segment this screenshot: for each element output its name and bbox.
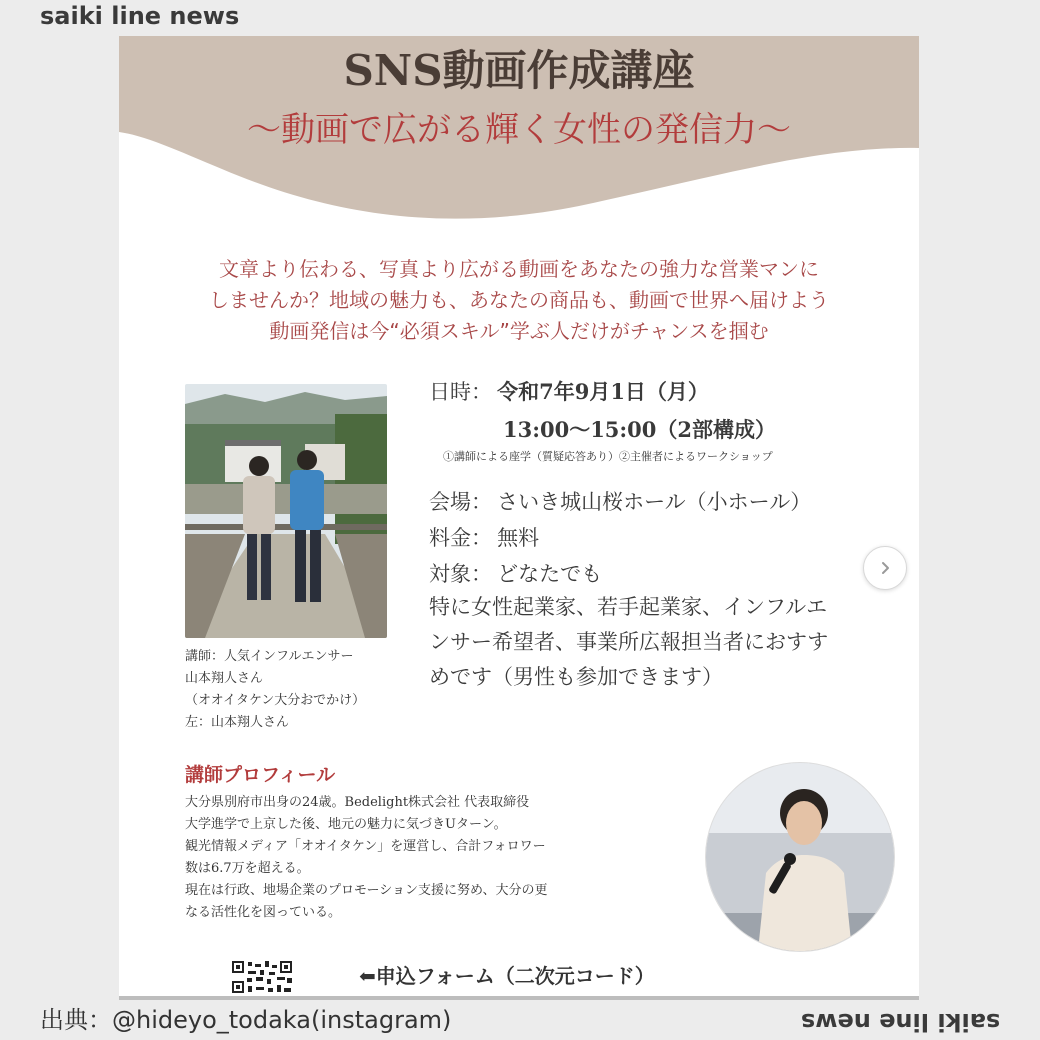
- venue-value: さいき城山桜ホール（小ホール）: [497, 490, 812, 514]
- event-flyer: [119, 36, 919, 1000]
- intro-text: [159, 254, 879, 347]
- venue-label: 会場：: [429, 490, 492, 514]
- application-form-label: ⬅申込フォーム（二次元コード）: [359, 964, 655, 988]
- flyer-subtitle: ～動画で広がる輝く女性の発信力～: [247, 110, 791, 150]
- instructor-avatar: [705, 762, 895, 952]
- date-label: 日時：: [429, 380, 492, 404]
- profile-line: 観光情報メディア「オオイタケン」を運営し、合計フォロワー: [185, 839, 546, 854]
- fee-label: 料金：: [429, 526, 492, 550]
- source-credit: 出典：@hideyo_todaka(instagram): [40, 1006, 452, 1034]
- photo-caption: [185, 646, 445, 734]
- profile-heading: 講師プロフィール: [185, 764, 336, 786]
- caption-line: 山本翔人さん: [185, 671, 264, 686]
- venue-row: [429, 486, 811, 516]
- flyer-title: SNS動画作成講座: [343, 46, 695, 95]
- program-note: ①講師による座学（質疑応答あり）②主催者によるワークショップ: [443, 450, 773, 463]
- caption-line: 左：山本翔人さん: [185, 715, 290, 730]
- brand-watermark-top: saiki line news: [40, 2, 240, 30]
- intro-line: 動画発信は今“必須スキル”学ぶ人だけがチャンスを掴む: [269, 319, 769, 343]
- date-row: [429, 376, 709, 406]
- caption-line: （オオイタケン大分おでかけ）: [185, 693, 366, 708]
- chevron-right-icon: [877, 560, 893, 576]
- time-value: 13:00～15:00（2部構成）: [503, 417, 777, 442]
- profile-line: 大学進学で上京した後、地元の魅力に気づきUターン。: [185, 817, 507, 832]
- profile-line: 現在は行政、地場企業のプロモーション支援に努め、大分の更: [185, 883, 548, 898]
- target-value: どなたでも: [497, 562, 603, 586]
- target-row: [429, 558, 602, 588]
- target-desc-line: ンサー希望者、事業所広報担当者におすす: [429, 630, 829, 654]
- target-description: [429, 590, 909, 695]
- target-desc-line: 特に女性起業家、若手起業家、インフルエ: [429, 595, 828, 619]
- fee-value: 無料: [497, 526, 540, 550]
- profile-line: 大分県別府市出身の24歳。Bedelight株式会社 代表取締役: [185, 795, 530, 810]
- caption-line: 講師：人気インフルエンサー: [185, 649, 354, 664]
- date-value: 令和7年9月1日（月）: [497, 379, 709, 404]
- profile-line: 数は6.7万を超える。: [185, 861, 310, 876]
- profile-text: [185, 792, 705, 924]
- intro-line: 文章より伝わる、写真より広がる動画をあなたの強力な営業マンに: [219, 257, 819, 281]
- fee-row: [429, 522, 539, 552]
- profile-line: なる活性化を図っている。: [185, 905, 342, 920]
- target-label: 対象：: [429, 562, 492, 586]
- target-desc-line: めです（男性も参加できます）: [429, 665, 723, 689]
- brand-watermark-bottom: saiki line news: [800, 1008, 1000, 1036]
- next-slide-button[interactable]: [863, 546, 907, 590]
- intro-line: しませんか？地域の魅力も、あなたの商品も、動画で世界へ届けよう: [209, 288, 829, 312]
- instructor-photo: [185, 384, 387, 638]
- qr-code-icon: [231, 960, 293, 994]
